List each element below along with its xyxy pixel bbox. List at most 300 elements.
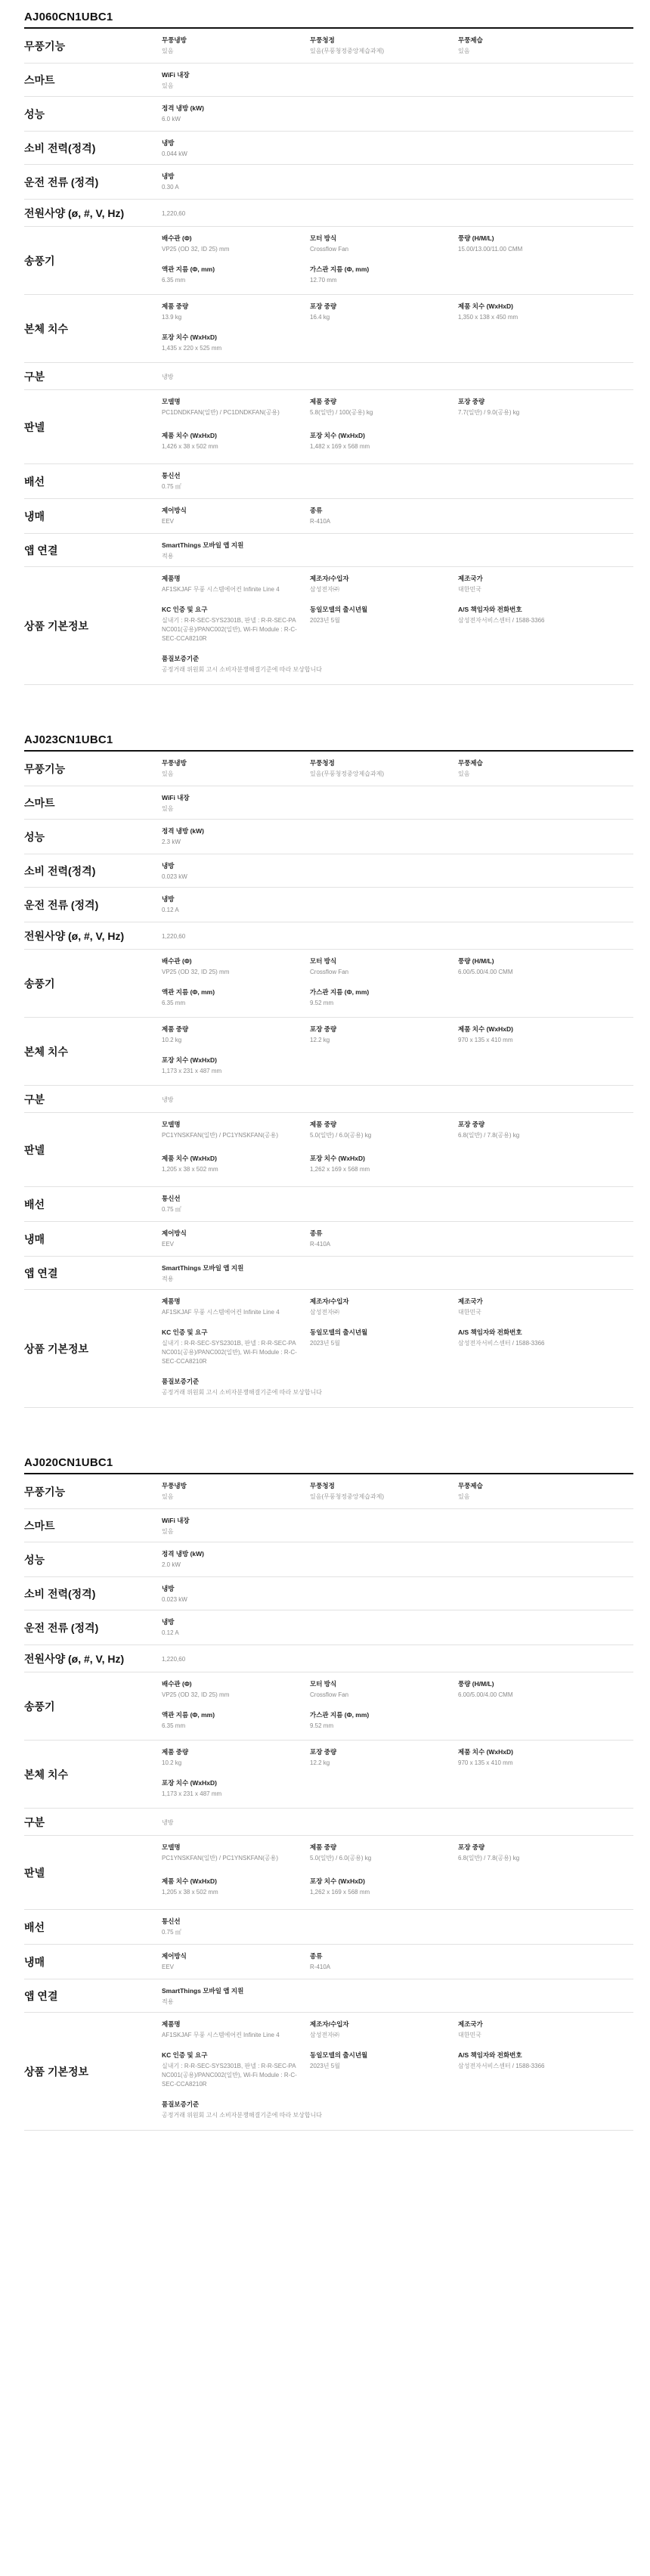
spec-value: Crossflow Fan bbox=[310, 246, 349, 253]
spec-label: 냉방 bbox=[162, 172, 175, 180]
spec-row bbox=[24, 1542, 633, 1577]
spec-value: AF1SKJAF 무풍 시스템에어컨 Infinite Line 4 bbox=[162, 586, 280, 593]
spec-label: 통신선 bbox=[162, 472, 181, 479]
spec-value: 6.35 mm bbox=[162, 1722, 186, 1729]
spec-cell bbox=[162, 654, 458, 679]
spec-label: 냉방 bbox=[162, 862, 175, 870]
spec-category: 판넬 bbox=[24, 1143, 45, 1156]
spec-value: Crossflow Fan bbox=[310, 969, 349, 975]
spec-value: 7.7(일반) / 9.0(공용) kg bbox=[458, 409, 520, 416]
spec-row bbox=[24, 1610, 633, 1645]
spec-value: 대한민국 bbox=[458, 1309, 481, 1316]
spec-label: 풍량 (H/M/L) bbox=[458, 1680, 494, 1688]
spec-label: 제품 중량 bbox=[310, 398, 337, 405]
spec-cell bbox=[162, 1229, 310, 1251]
spec-cell bbox=[162, 1025, 310, 1049]
spec-label: 품질보증기준 bbox=[162, 2100, 200, 2108]
spec-value: PC1YNSKFAN(일반) / PC1YNSKFAN(공용) bbox=[162, 1855, 279, 1861]
spec-value: 삼성전자서비스센터 / 1588-3366 bbox=[458, 617, 545, 624]
spec-category: 스마트 bbox=[24, 1519, 55, 1532]
spec-value: 냉방 bbox=[162, 1096, 174, 1103]
spec-category: 판넬 bbox=[24, 1866, 45, 1879]
spec-label: 모터 방식 bbox=[310, 1680, 337, 1688]
spec-cell bbox=[310, 758, 458, 780]
spec-cell bbox=[458, 605, 587, 648]
spec-value: 실내기 : R-R-SEC-SYS2301B, 판넬 : R-R-SEC-PANC001(공용)/PANC002(일반), Wi-Fi Module : R-C-SEC-CCA8210R bbox=[162, 1340, 297, 1365]
spec-value: 0.75 ㎡ bbox=[162, 483, 181, 490]
spec-cell bbox=[310, 1154, 458, 1182]
spec-cells bbox=[162, 64, 633, 96]
spec-category: 성능 bbox=[24, 1553, 45, 1566]
spec-category: 스마트 bbox=[24, 796, 55, 809]
spec-value: 0.023 kW bbox=[162, 1596, 187, 1603]
spec-category: 앱 연결 bbox=[24, 544, 58, 556]
spec-value: 6.8(일반) / 7.8(공용) kg bbox=[458, 1132, 520, 1139]
spec-cells bbox=[162, 2013, 633, 2130]
spec-cells bbox=[162, 1222, 633, 1256]
spec-cell bbox=[162, 574, 310, 599]
spec-label: 냉방 bbox=[162, 1618, 175, 1626]
spec-category: 전원사양 (ø, #, V, Hz) bbox=[24, 929, 125, 942]
spec-cells bbox=[162, 1945, 633, 1979]
spec-value: 1,205 x 38 x 502 mm bbox=[162, 1165, 218, 1173]
spec-cells bbox=[162, 567, 633, 684]
spec-value: R-410A bbox=[310, 1241, 331, 1248]
spec-category: 상품 기본정보 bbox=[24, 1342, 89, 1355]
spec-cells bbox=[162, 1577, 633, 1610]
spec-label: 액관 지름 (Φ, mm) bbox=[162, 987, 215, 996]
spec-label: 냉방 bbox=[162, 895, 175, 903]
model-spec-section bbox=[24, 723, 633, 1408]
spec-cells bbox=[162, 1836, 633, 1909]
spec-row bbox=[24, 1910, 633, 1945]
spec-cell bbox=[162, 1584, 310, 1604]
spec-value: R-410A bbox=[310, 1964, 331, 1970]
spec-cell bbox=[310, 2051, 458, 2094]
spec-row bbox=[24, 1222, 633, 1257]
spec-value: AF1SKJAF 무풍 시스템에어컨 Infinite Line 4 bbox=[162, 1309, 280, 1316]
spec-cell bbox=[162, 1652, 310, 1666]
spec-category: 송풍기 bbox=[24, 254, 55, 267]
spec-cell bbox=[310, 234, 458, 259]
spec-label: 포장 치수 (WxHxD) bbox=[310, 1877, 365, 1885]
spec-label: 정격 냉방 (kW) bbox=[162, 1550, 204, 1558]
spec-cell bbox=[162, 370, 310, 384]
spec-value: 있음 bbox=[458, 770, 470, 777]
spec-category: 스마트 bbox=[24, 73, 55, 86]
spec-value: 0.30 A bbox=[162, 184, 179, 191]
spec-cell bbox=[162, 605, 310, 648]
spec-cells bbox=[162, 1741, 633, 1808]
spec-value: 0.12 A bbox=[162, 1629, 179, 1636]
spec-cell bbox=[458, 1481, 587, 1503]
spec-cell bbox=[310, 956, 458, 981]
spec-category: 앱 연결 bbox=[24, 1989, 58, 2002]
spec-row bbox=[24, 1645, 633, 1672]
spec-category: 성능 bbox=[24, 107, 45, 120]
spec-cell bbox=[310, 265, 458, 290]
spec-cell bbox=[310, 1297, 458, 1322]
spec-value: 1,173 x 231 x 487 mm bbox=[162, 1067, 222, 1074]
spec-label: 제품 치수 (WxHxD) bbox=[458, 1748, 513, 1756]
spec-row bbox=[24, 295, 633, 363]
spec-label: 제품 치수 (WxHxD) bbox=[458, 1025, 513, 1033]
spec-cell bbox=[162, 234, 310, 259]
spec-cell bbox=[162, 1516, 310, 1536]
spec-cell bbox=[162, 1093, 310, 1107]
spec-value: 1,173 x 231 x 487 mm bbox=[162, 1790, 222, 1797]
spec-row bbox=[24, 1809, 633, 1836]
spec-label: 제품 치수 (WxHxD) bbox=[162, 1877, 217, 1885]
spec-label: 가스관 지름 (Φ, mm) bbox=[310, 1710, 370, 1719]
spec-label: WiFi 내장 bbox=[162, 71, 190, 79]
spec-value: 5.0(일반) / 6.0(공용) kg bbox=[310, 1855, 372, 1861]
spec-value: 6.8(일반) / 7.8(공용) kg bbox=[458, 1855, 520, 1861]
spec-cells bbox=[162, 786, 633, 819]
spec-cell bbox=[310, 1229, 458, 1251]
spec-cell bbox=[162, 1679, 310, 1704]
spec-cell bbox=[458, 2020, 587, 2044]
spec-value: 0.023 kW bbox=[162, 873, 187, 880]
spec-row bbox=[24, 1672, 633, 1741]
spec-label: 제품명 bbox=[162, 2020, 181, 2028]
spec-row bbox=[24, 363, 633, 390]
spec-cells bbox=[162, 200, 633, 226]
spec-cell bbox=[310, 1951, 458, 1973]
spec-label: 배수관 (Φ) bbox=[162, 1680, 192, 1688]
spec-cells bbox=[162, 165, 633, 199]
spec-value: 1,426 x 38 x 502 mm bbox=[162, 442, 218, 450]
spec-label: WiFi 내장 bbox=[162, 1517, 190, 1524]
spec-row bbox=[24, 227, 633, 295]
spec-value: 13.9 kg bbox=[162, 314, 182, 321]
spec-value: 있음 bbox=[458, 48, 470, 54]
spec-label: SmartThings 모바일 앱 지원 bbox=[162, 1987, 244, 1995]
spec-value: 5.8(일반) / 100(공용) kg bbox=[310, 409, 373, 416]
spec-label: 모델명 bbox=[162, 398, 181, 405]
spec-category: 운전 전류 (정격) bbox=[24, 175, 99, 188]
spec-label: 냉방 bbox=[162, 1585, 175, 1592]
spec-category: 소비 전력(정격) bbox=[24, 141, 96, 154]
spec-cells bbox=[162, 1018, 633, 1085]
spec-label: 가스관 지름 (Φ, mm) bbox=[310, 987, 370, 996]
spec-cell bbox=[310, 397, 458, 425]
spec-value: 16.4 kg bbox=[310, 314, 330, 321]
spec-label: 제조국가 bbox=[458, 575, 483, 582]
spec-value: 있음 bbox=[162, 1493, 174, 1500]
spec-row bbox=[24, 1018, 633, 1086]
spec-label: 풍량 (H/M/L) bbox=[458, 957, 494, 965]
model-title: AJ023CN1UBC1 bbox=[24, 729, 633, 752]
spec-row bbox=[24, 29, 633, 64]
spec-cell bbox=[162, 1917, 310, 1939]
spec-category: 본체 치수 bbox=[24, 322, 68, 335]
spec-value: 6.35 mm bbox=[162, 999, 186, 1006]
spec-row bbox=[24, 1113, 633, 1187]
spec-cell bbox=[162, 826, 310, 848]
spec-row bbox=[24, 922, 633, 950]
spec-row bbox=[24, 200, 633, 227]
spec-row bbox=[24, 567, 633, 685]
spec-label: 통신선 bbox=[162, 1917, 181, 1925]
spec-label: 액관 지름 (Φ, mm) bbox=[162, 1710, 215, 1719]
spec-category: 배선 bbox=[24, 475, 45, 488]
spec-cell bbox=[162, 1056, 310, 1080]
spec-label: 무풍냉방 bbox=[162, 36, 187, 44]
spec-category: 상품 기본정보 bbox=[24, 2065, 89, 2078]
spec-label: 풍량 (H/M/L) bbox=[458, 234, 494, 242]
spec-value: 6.0 kW bbox=[162, 116, 181, 122]
spec-row bbox=[24, 97, 633, 132]
spec-cell bbox=[310, 2020, 458, 2044]
spec-label: KC 인증 및 요구 bbox=[162, 2051, 208, 2059]
spec-value: 12.70 mm bbox=[310, 276, 337, 284]
spec-value: 10.2 kg bbox=[162, 1037, 182, 1043]
spec-cells bbox=[162, 1610, 633, 1644]
spec-row bbox=[24, 786, 633, 820]
spec-cells bbox=[162, 534, 633, 566]
spec-value: 있음 bbox=[162, 82, 174, 89]
spec-category: 배선 bbox=[24, 1920, 45, 1933]
spec-label: 제품 중량 bbox=[310, 1843, 337, 1851]
spec-cell bbox=[458, 397, 587, 425]
spec-value: 6.00/5.00/4.00 CMM bbox=[458, 969, 513, 975]
spec-label: 포장 중량 bbox=[458, 398, 485, 405]
spec-cell bbox=[458, 2051, 587, 2094]
spec-value: 삼성전자㈜ bbox=[310, 586, 339, 593]
spec-cells bbox=[162, 1257, 633, 1289]
spec-label: 제조국가 bbox=[458, 1297, 483, 1305]
spec-cells bbox=[162, 499, 633, 533]
spec-row bbox=[24, 888, 633, 922]
spec-value: 2023년 5월 bbox=[310, 2063, 340, 2069]
spec-value: 있음(무풍청정중앙제습과제) bbox=[310, 48, 385, 54]
spec-cells bbox=[162, 1979, 633, 2012]
spec-cell bbox=[162, 758, 310, 780]
spec-label: 무풍청정 bbox=[310, 1482, 335, 1489]
spec-cell bbox=[162, 1549, 310, 1571]
spec-row bbox=[24, 752, 633, 786]
spec-cell bbox=[162, 1263, 310, 1284]
spec-label: 품질보증기준 bbox=[162, 1378, 200, 1385]
spec-category: 성능 bbox=[24, 830, 45, 843]
spec-value: 있음 bbox=[162, 770, 174, 777]
spec-cell bbox=[310, 1679, 458, 1704]
spec-value: 2.0 kW bbox=[162, 1561, 181, 1568]
spec-cells bbox=[162, 1086, 633, 1112]
spec-label: 통신선 bbox=[162, 1195, 181, 1202]
spec-label: 제품명 bbox=[162, 1297, 181, 1305]
spec-category: 소비 전력(정격) bbox=[24, 1587, 96, 1600]
spec-cell bbox=[310, 431, 458, 459]
spec-cell bbox=[162, 1877, 310, 1905]
spec-value: 적용 bbox=[162, 553, 174, 560]
spec-cells bbox=[162, 132, 633, 164]
spec-cell bbox=[162, 894, 310, 916]
spec-row bbox=[24, 820, 633, 854]
spec-value: 1,435 x 220 x 525 mm bbox=[162, 344, 222, 352]
spec-label: SmartThings 모바일 앱 지원 bbox=[162, 541, 244, 549]
spec-value: 있음 bbox=[162, 48, 174, 54]
spec-category: 본체 치수 bbox=[24, 1768, 68, 1781]
spec-cells bbox=[162, 363, 633, 389]
spec-cells bbox=[162, 820, 633, 854]
spec-category: 소비 전력(정격) bbox=[24, 864, 96, 877]
spec-cell bbox=[162, 1154, 310, 1182]
spec-row bbox=[24, 132, 633, 165]
spec-label: 제품 중량 bbox=[162, 302, 189, 310]
spec-label: 제품 중량 bbox=[162, 1025, 189, 1033]
spec-label: 종류 bbox=[310, 507, 323, 514]
spec-row bbox=[24, 950, 633, 1018]
spec-category: 운전 전류 (정격) bbox=[24, 898, 99, 911]
spec-value: 15.00/13.00/11.00 CMM bbox=[458, 246, 523, 253]
spec-cells bbox=[162, 922, 633, 949]
spec-label: 모델명 bbox=[162, 1843, 181, 1851]
spec-label: 제조자/수입자 bbox=[310, 1297, 349, 1305]
spec-row bbox=[24, 1474, 633, 1509]
spec-row bbox=[24, 1836, 633, 1910]
spec-value: EEV bbox=[162, 518, 175, 525]
spec-value: 삼성전자㈜ bbox=[310, 1309, 339, 1316]
spec-value: 대한민국 bbox=[458, 2032, 481, 2038]
spec-label: 무풍제습 bbox=[458, 759, 483, 767]
spec-value: 2.3 kW bbox=[162, 839, 181, 845]
spec-row bbox=[24, 390, 633, 464]
spec-label: 포장 중량 bbox=[458, 1121, 485, 1128]
spec-value: 있음 bbox=[162, 805, 174, 812]
spec-row bbox=[24, 854, 633, 888]
spec-value: 0.12 A bbox=[162, 907, 179, 913]
spec-label: 모델명 bbox=[162, 1121, 181, 1128]
spec-row bbox=[24, 1187, 633, 1222]
spec-cell bbox=[458, 1297, 587, 1322]
spec-cell bbox=[162, 265, 310, 290]
spec-label: 종류 bbox=[310, 1952, 323, 1960]
spec-cells bbox=[162, 464, 633, 498]
spec-cell bbox=[162, 206, 310, 221]
spec-row bbox=[24, 1979, 633, 2013]
spec-cell bbox=[162, 2100, 458, 2125]
spec-value: VP25 (OD 32, ID 25) mm bbox=[162, 969, 230, 975]
spec-value: 있음 bbox=[162, 1528, 174, 1535]
spec-category: 냉매 bbox=[24, 510, 45, 522]
spec-value: 2023년 5월 bbox=[310, 1340, 340, 1347]
spec-value: 냉방 bbox=[162, 1819, 174, 1826]
spec-cell bbox=[162, 333, 310, 358]
spec-cell bbox=[162, 302, 310, 327]
spec-cells bbox=[162, 1509, 633, 1542]
spec-cell bbox=[162, 929, 310, 944]
spec-label: 무풍제습 bbox=[458, 36, 483, 44]
spec-cell bbox=[162, 104, 310, 126]
spec-cell bbox=[310, 1747, 458, 1772]
spec-row bbox=[24, 499, 633, 534]
spec-label: 제품 치수 (WxHxD) bbox=[162, 431, 217, 439]
spec-cells bbox=[162, 1474, 633, 1508]
spec-cell bbox=[162, 1778, 310, 1803]
spec-label: A/S 책임자와 전화번호 bbox=[458, 2051, 522, 2059]
spec-value: 삼성전자㈜ bbox=[310, 2032, 339, 2038]
spec-cell bbox=[162, 506, 310, 528]
spec-cells bbox=[162, 1645, 633, 1672]
spec-cells bbox=[162, 950, 633, 1017]
spec-value: EEV bbox=[162, 1241, 175, 1248]
spec-label: 품질보증기준 bbox=[162, 655, 200, 662]
spec-cell bbox=[162, 1297, 310, 1322]
spec-cells bbox=[162, 227, 633, 294]
spec-row bbox=[24, 464, 633, 499]
spec-row bbox=[24, 2013, 633, 2131]
spec-label: 동일모델의 출시년월 bbox=[310, 2051, 368, 2059]
spec-value: 1,205 x 38 x 502 mm bbox=[162, 1888, 218, 1896]
spec-label: 무풍청정 bbox=[310, 36, 335, 44]
spec-cell bbox=[310, 605, 458, 648]
spec-value: 1,350 x 138 x 450 mm bbox=[458, 314, 518, 321]
spec-label: 포장 치수 (WxHxD) bbox=[310, 1154, 365, 1162]
spec-label: KC 인증 및 요구 bbox=[162, 1328, 208, 1336]
spec-label: 무풍제습 bbox=[458, 1482, 483, 1489]
spec-category: 송풍기 bbox=[24, 1700, 55, 1713]
spec-cell bbox=[458, 1328, 587, 1371]
spec-value: AF1SKJAF 무풍 시스템에어컨 Infinite Line 4 bbox=[162, 2032, 280, 2038]
spec-value: 적용 bbox=[162, 1998, 174, 2005]
spec-cells bbox=[162, 1672, 633, 1740]
spec-category: 전원사양 (ø, #, V, Hz) bbox=[24, 206, 125, 219]
model-spec-section bbox=[24, 0, 633, 685]
spec-cell bbox=[162, 1747, 310, 1772]
spec-cell bbox=[458, 1747, 587, 1772]
spec-row bbox=[24, 165, 633, 200]
spec-cells bbox=[162, 390, 633, 463]
spec-cell bbox=[162, 987, 310, 1012]
spec-value: 0.75 ㎡ bbox=[162, 1206, 181, 1213]
spec-cells bbox=[162, 1187, 633, 1221]
spec-label: 동일모델의 출시년월 bbox=[310, 606, 368, 613]
spec-label: 제조국가 bbox=[458, 2020, 483, 2028]
spec-category: 운전 전류 (정격) bbox=[24, 1621, 99, 1634]
spec-cell bbox=[310, 574, 458, 599]
spec-cells bbox=[162, 1910, 633, 1944]
spec-cells bbox=[162, 888, 633, 922]
spec-label: 가스관 지름 (Φ, mm) bbox=[310, 265, 370, 273]
spec-cell bbox=[310, 1710, 458, 1735]
spec-value: 1,482 x 169 x 568 mm bbox=[310, 442, 370, 450]
spec-value: 있음 bbox=[458, 1493, 470, 1500]
spec-row bbox=[24, 1741, 633, 1809]
spec-row bbox=[24, 1086, 633, 1113]
spec-label: 포장 치수 (WxHxD) bbox=[162, 1778, 217, 1787]
spec-cell bbox=[458, 1120, 587, 1148]
spec-category: 구분 bbox=[24, 370, 45, 383]
spec-row bbox=[24, 64, 633, 97]
spec-cell bbox=[458, 234, 587, 259]
spec-value: 6.35 mm bbox=[162, 276, 186, 284]
spec-cell bbox=[310, 1120, 458, 1148]
spec-cell bbox=[310, 1877, 458, 1905]
spec-label: WiFi 내장 bbox=[162, 794, 190, 801]
spec-label: A/S 책임자와 전화번호 bbox=[458, 606, 522, 613]
spec-label: 제어방식 bbox=[162, 1229, 187, 1237]
spec-value: 공정거래 위원회 고시 소비자분쟁해결기준에 따라 보상합니다 bbox=[162, 1389, 323, 1396]
spec-cell bbox=[162, 1194, 310, 1216]
spec-label: 포장 치수 (WxHxD) bbox=[162, 333, 217, 341]
spec-label: 포장 중량 bbox=[310, 1025, 337, 1033]
spec-row bbox=[24, 1509, 633, 1542]
spec-category: 무풍기능 bbox=[24, 39, 66, 52]
spec-label: 무풍냉방 bbox=[162, 1482, 187, 1489]
spec-cells bbox=[162, 1809, 633, 1835]
